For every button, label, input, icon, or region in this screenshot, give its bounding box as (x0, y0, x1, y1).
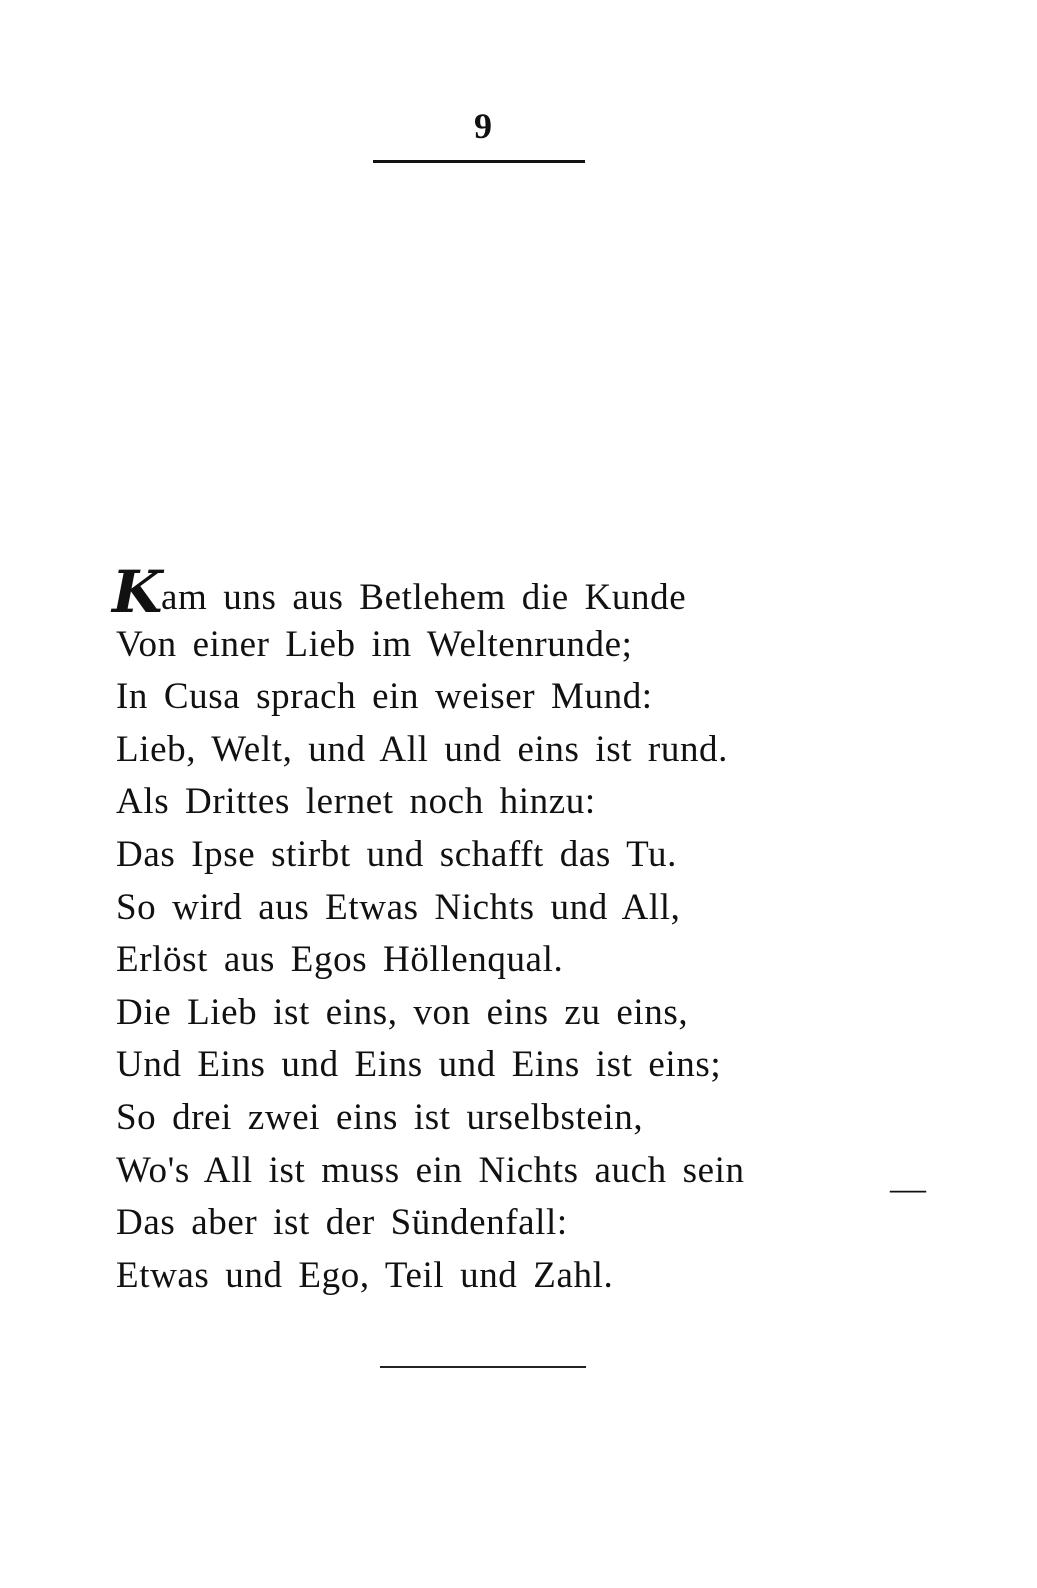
drop-initial: K (112, 558, 164, 626)
poem-line-9: Die Lieb ist eins, von eins zu eins, (116, 991, 689, 1033)
poem-line-10: Und Eins und Eins und Eins ist eins; (116, 1044, 722, 1086)
poem-line-13: Das aber ist der Sündenfall: (116, 1202, 568, 1244)
line-dash: — (890, 1168, 926, 1208)
poem-line-12: Wo's All ist muss ein Nichts auch sein (116, 1149, 745, 1191)
poem-line-4: Lieb, Welt, und All und eins ist rund. (116, 728, 728, 770)
poem-line-14: Etwas und Ego, Teil und Zahl. (116, 1254, 614, 1296)
poem-line-3: In Cusa sprach ein weiser Mund: (116, 676, 653, 718)
bottom-rule (380, 1366, 586, 1368)
poem-line-8: Erlöst aus Egos Höllenqual. (116, 939, 564, 981)
poem (112, 558, 946, 1302)
poem-line-2: Von einer Lieb im Weltenrunde; (116, 623, 633, 665)
poem-line-7: So wird aus Etwas Nichts und All, (116, 886, 681, 928)
poem-line-11: So drei zwei eins ist urselbstein, (116, 1096, 644, 1138)
top-rule (373, 160, 585, 163)
poem-line-1 (112, 558, 946, 626)
poem-line-1-text: am uns aus Betlehem die Kunde (161, 577, 687, 618)
page-number: 9 (474, 106, 492, 146)
poem-line-5: Als Drittes lernet noch hinzu: (116, 781, 596, 823)
poem-line-6: Das Ipse stirbt und schafft das Tu. (116, 833, 677, 875)
